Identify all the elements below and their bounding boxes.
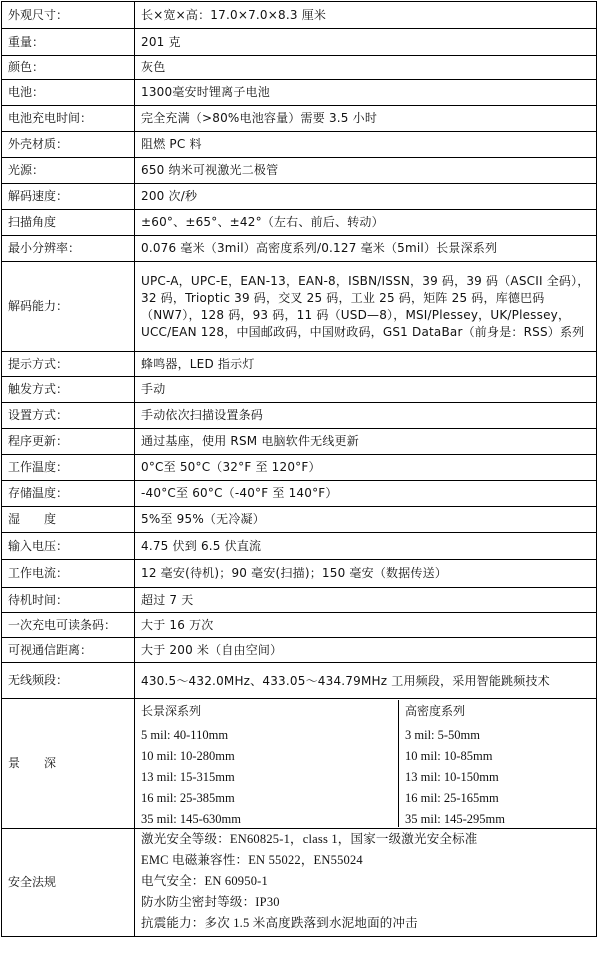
spec-label: 外观尺寸： — [2, 2, 135, 29]
spec-value: 4.75 伏到 6.5 伏直流 — [135, 533, 597, 560]
spec-value: 完全充满（>80%电池容量）需要 3.5 小时 — [135, 106, 597, 132]
spec-label: 扫描角度 — [2, 210, 135, 236]
spec-value: 手动依次扫描设置条码 — [135, 403, 597, 429]
spec-label: 湿 度 — [2, 507, 135, 533]
spec-label: 一次充电可读条码： — [2, 613, 135, 638]
high-density-depth-item: 13 mil: 10-150mm — [405, 770, 499, 784]
spec-value: -40°C至 60°C（-40°F 至 140°F） — [135, 481, 597, 507]
spec-row — [2, 29, 597, 56]
safety-line: EMC 电磁兼容性：EN 55022，EN55024 — [141, 853, 363, 867]
spec-label: 存储温度： — [2, 481, 135, 507]
spec-label: 解码速度： — [2, 184, 135, 210]
spec-row — [2, 352, 597, 377]
safety-row — [2, 829, 597, 937]
spec-row — [2, 429, 597, 455]
spec-value: 0.076 毫米（3mil）高密度系列/0.127 毫米（5mil）长景深系列 — [135, 236, 597, 262]
spec-value: 大于 16 万次 — [135, 613, 597, 638]
spec-row — [2, 158, 597, 184]
spec-value: UPC-A，UPC-E，EAN-13，EAN-8，ISBN/ISSN，39 码，39 码（ASCII 全码），32 码，Trioptic 39 码，交叉 25 码，工业 25 码，矩阵 25 码，库德巴码（NW7），128 码，93 码，11 码（USD—8），MSI/Plessey，UK/Plessey，UCC/EAN 128，中国邮政码，中国财政码，GS1 DataBar（前身是：RSS）系列 — [135, 262, 597, 352]
spec-row — [2, 613, 597, 638]
depth-of-field-label: 景 深 — [2, 699, 135, 829]
spec-row — [2, 377, 597, 403]
spec-value: 0°C至 50°C（32°F 至 120°F） — [135, 455, 597, 481]
spec-row — [2, 481, 597, 507]
spec-label: 工作电流： — [2, 560, 135, 588]
spec-value: 超过 7 天 — [135, 588, 597, 613]
depth-of-field-values — [135, 699, 597, 829]
spec-label: 触发方式： — [2, 377, 135, 403]
safety-line: 激光安全等级：EN60825-1，class 1，国家一级激光安全标准 — [141, 832, 478, 846]
depth-of-field-row — [2, 699, 597, 829]
spec-row — [2, 507, 597, 533]
spec-value: 灰色 — [135, 56, 597, 80]
spec-label: 设置方式： — [2, 403, 135, 429]
spec-value: ±60°、±65°、±42°（左右、前后、转动） — [135, 210, 597, 236]
spec-row — [2, 560, 597, 588]
spec-label: 可视通信距离： — [2, 638, 135, 663]
spec-value: 200 次/秒 — [135, 184, 597, 210]
spec-label: 无线频段： — [2, 663, 135, 699]
spec-row — [2, 106, 597, 132]
spec-value: 12 毫安(待机)；90 毫安(扫描)；150 毫安（数据传送） — [135, 560, 597, 588]
spec-row — [2, 588, 597, 613]
spec-value: 650 纳米可视激光二极管 — [135, 158, 597, 184]
safety-line: 电气安全：EN 60950-1 — [141, 874, 268, 888]
depth-of-field-table — [135, 700, 596, 827]
spec-row — [2, 533, 597, 560]
spec-value: 阻燃 PC 料 — [135, 132, 597, 158]
spec-label: 电池： — [2, 80, 135, 106]
spec-label: 重量： — [2, 29, 135, 56]
spec-table — [1, 1, 597, 937]
high-density-depth-item: 35 mil: 145-295mm — [405, 812, 505, 826]
spec-value: 1300毫安时锂离子电池 — [135, 80, 597, 106]
safety-values — [135, 829, 597, 937]
high-density-series-title: 高密度系列 — [405, 703, 466, 718]
spec-label: 电池充电时间： — [2, 106, 135, 132]
safety-label: 安全法规 — [2, 829, 135, 937]
spec-row — [2, 262, 597, 352]
long-range-depth-item: 13 mil: 15-315mm — [135, 764, 399, 785]
high-density-depth-item: 3 mil: 5-50mm — [405, 728, 480, 742]
spec-label: 解码能力： — [2, 262, 135, 352]
spec-row — [2, 455, 597, 481]
spec-label: 工作温度： — [2, 455, 135, 481]
long-range-series-title: 长景深系列 — [135, 700, 399, 722]
long-range-depth-item: 35 mil: 145-630mm — [135, 806, 399, 827]
spec-label: 输入电压： — [2, 533, 135, 560]
spec-label: 程序更新： — [2, 429, 135, 455]
long-range-depth-item: 10 mil: 10-280mm — [135, 743, 399, 764]
spec-row — [2, 638, 597, 663]
spec-row — [2, 56, 597, 80]
spec-table-body — [2, 2, 597, 937]
safety-line: 防水防尘密封等级：IP30 — [141, 895, 280, 909]
spec-value: 430.5～432.0MHz、433.05～434.79MHz 工用频段，采用智能跳频技术 — [135, 663, 597, 699]
spec-row — [2, 236, 597, 262]
spec-value: 201 克 — [135, 29, 597, 56]
spec-row — [2, 184, 597, 210]
spec-row — [2, 210, 597, 236]
spec-value: 长×宽×高：17.0×7.0×8.3 厘米 — [135, 2, 597, 29]
safety-line: 抗震能力：多次 1.5 米高度跌落到水泥地面的冲击 — [141, 916, 418, 930]
spec-label: 颜色： — [2, 56, 135, 80]
spec-label: 提示方式： — [2, 352, 135, 377]
long-range-depth-item: 5 mil: 40-110mm — [135, 722, 399, 743]
spec-row — [2, 80, 597, 106]
spec-row — [2, 2, 597, 29]
high-density-depth-item: 10 mil: 10-85mm — [405, 749, 493, 763]
spec-label: 外壳材质： — [2, 132, 135, 158]
spec-row — [2, 403, 597, 429]
spec-label: 待机时间： — [2, 588, 135, 613]
spec-row — [2, 663, 597, 699]
spec-value: 手动 — [135, 377, 597, 403]
high-density-depth-item: 16 mil: 25-165mm — [405, 791, 499, 805]
spec-label: 最小分辨率： — [2, 236, 135, 262]
spec-label: 光源： — [2, 158, 135, 184]
long-range-depth-item: 16 mil: 25-385mm — [135, 785, 399, 806]
spec-value: 5%至 95%（无冷凝） — [135, 507, 597, 533]
spec-value: 蜂鸣器，LED 指示灯 — [135, 352, 597, 377]
spec-row — [2, 132, 597, 158]
spec-value: 大于 200 米（自由空间） — [135, 638, 597, 663]
spec-value: 通过基座，使用 RSM 电脑软件无线更新 — [135, 429, 597, 455]
